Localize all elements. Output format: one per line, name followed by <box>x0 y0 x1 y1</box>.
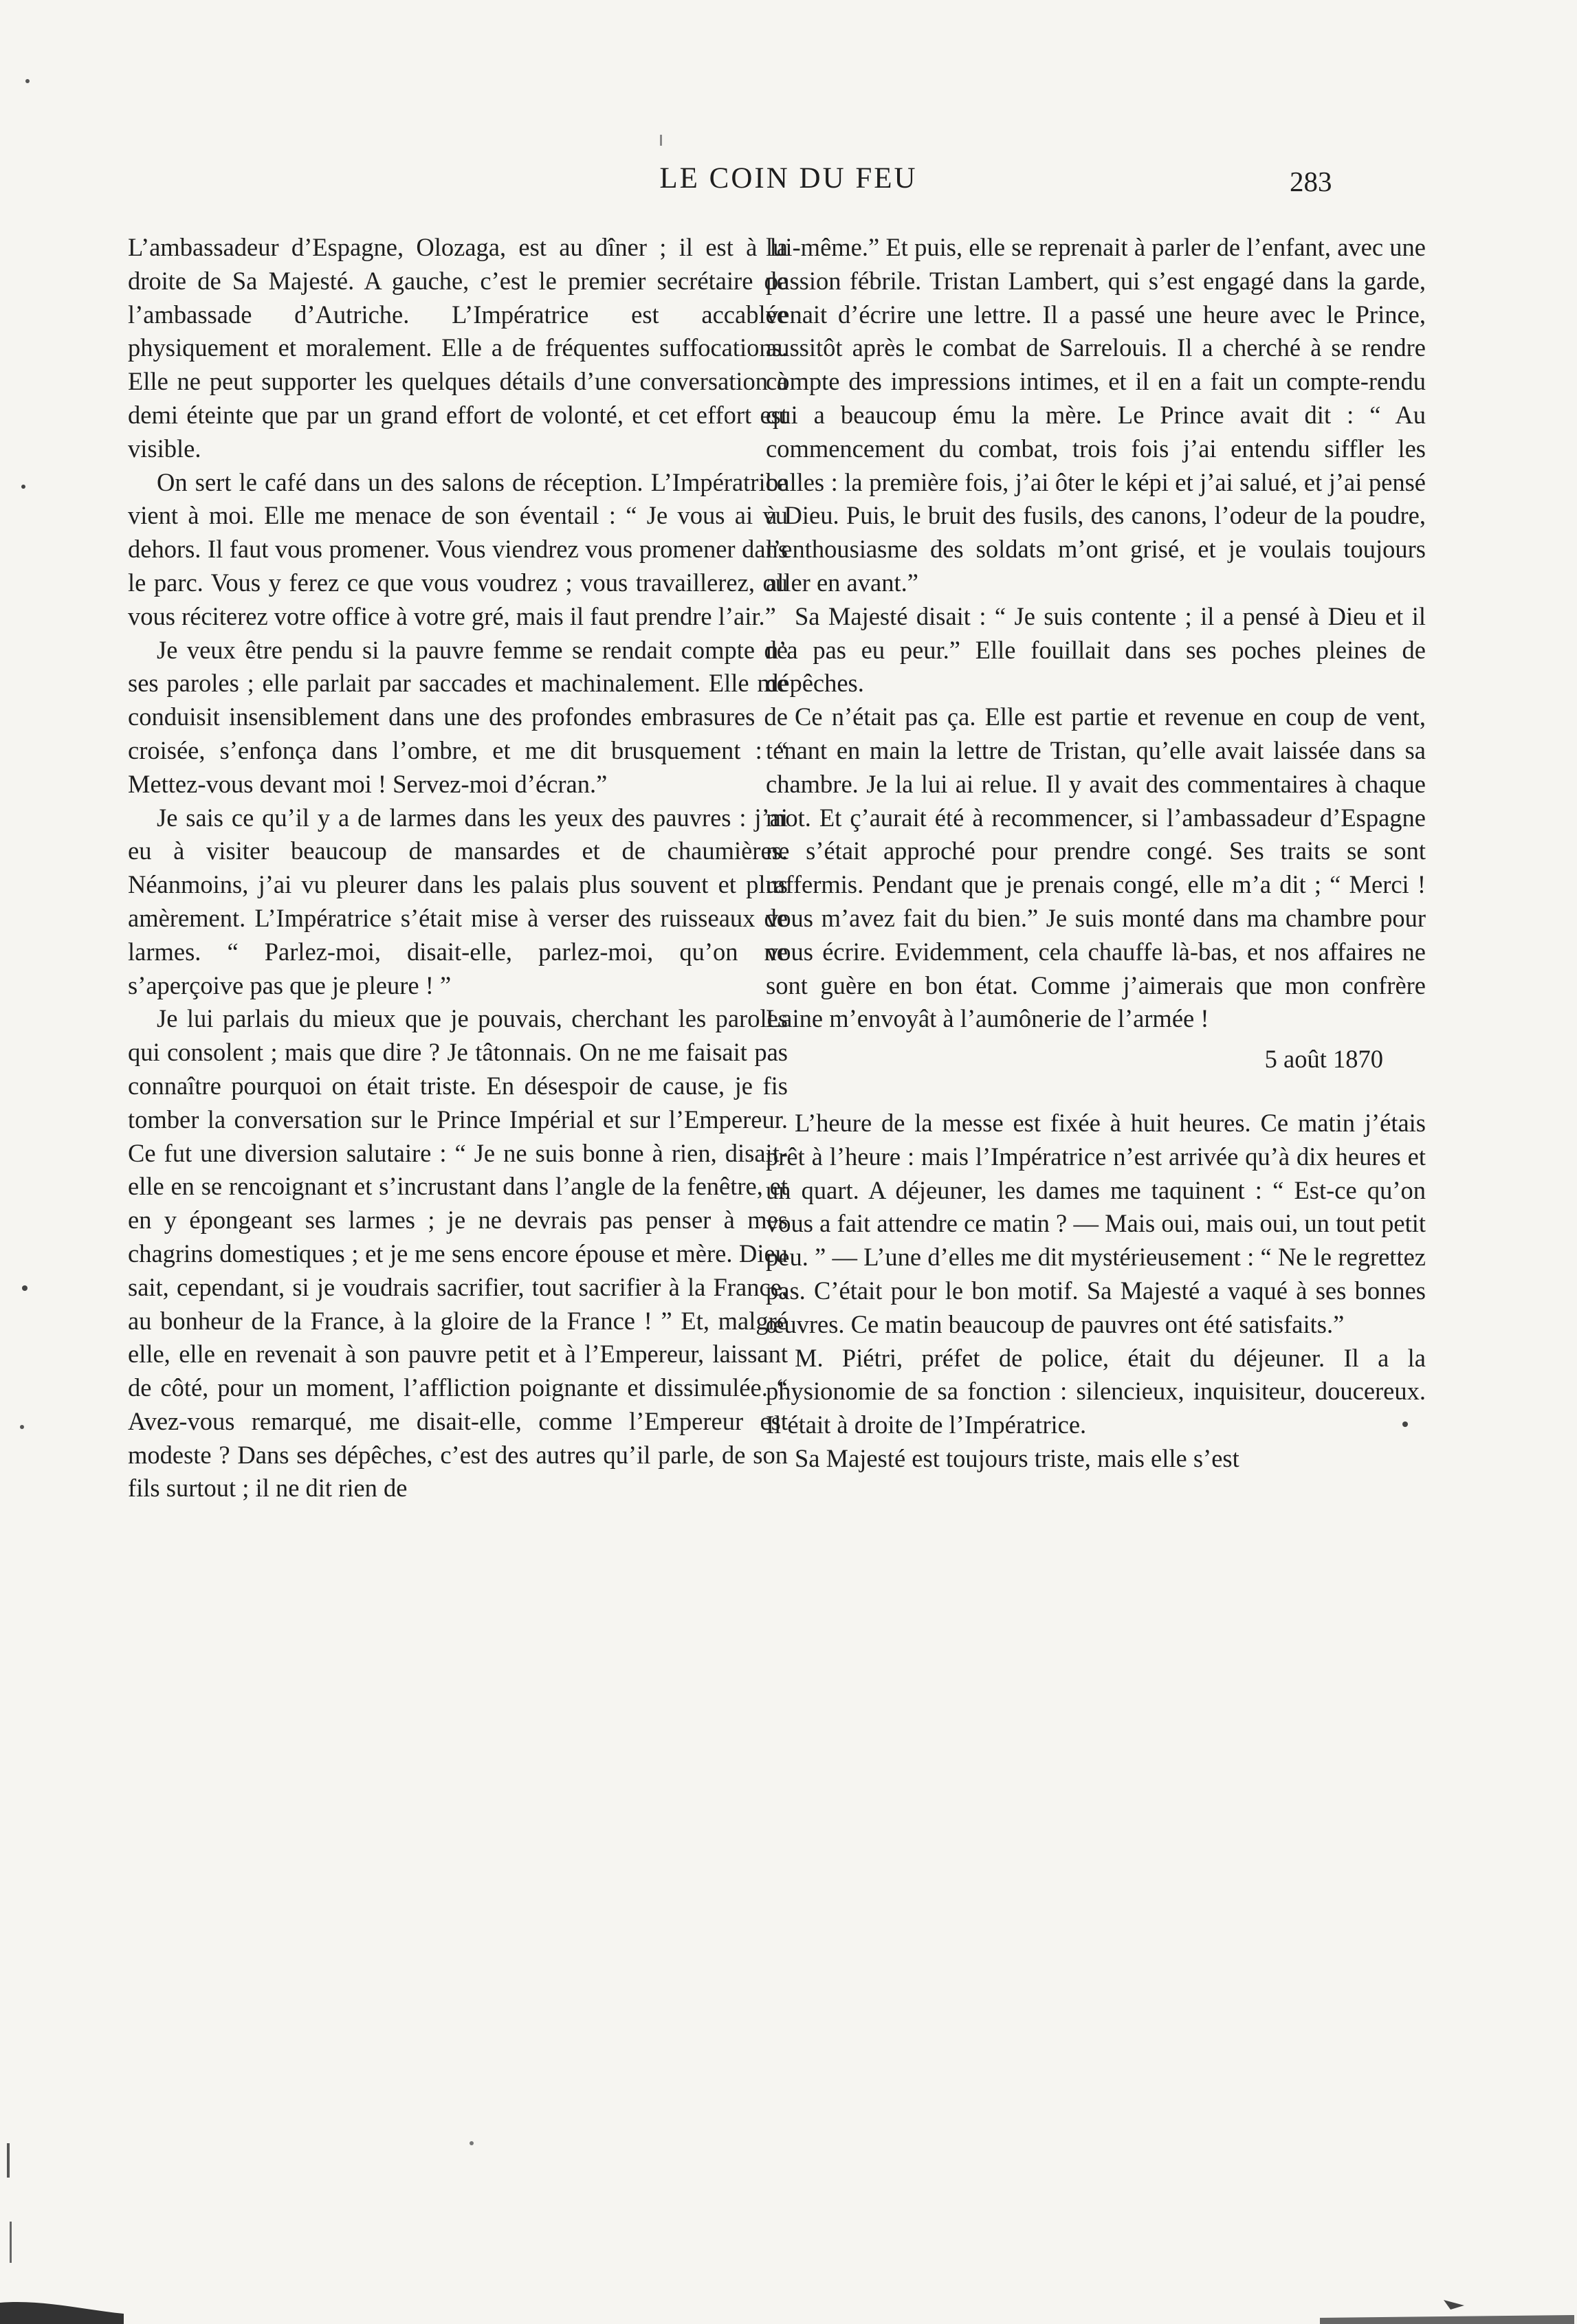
paragraph: M. Piétri, préfet de police, était du déjeuner. Il a la physionomie de sa fonction : silencieux, inquisiteur, doucereux. Il était à droite de l’Impératrice. <box>766 1343 1426 1439</box>
paragraph: Je lui parlais du mieux que je pouvais, cherchant les paroles qui consolent ; mais que dire ? Je tâtonnais. On ne me faisait pas connaître pourquoi on était triste. En désespoir de cause, je fis tomber la conversation sur le Prince Impérial et sur l’Empereur. Ce fut une diversion salutaire : “ Je ne suis bonne à rien, disait-elle en se rencoignant et s’incrustant dans l’angle de la fenêtre, et en y épongeant ses larmes ; je ne devrais pas penser à mes chagrins domestiques ; et je me sens encore épouse et mère. Dieu sait, cependant, si je voudrais sacrifier, tout sacrifier à la France, au bonheur de la France, à la gloire de la France ! ” Et, malgré elle, elle en revenait à son pauvre petit et à l’Empereur, laissant de côté, pour un moment, l’affliction poignante et dissimulée. “ Avez-vous remarqué, me disait-elle, comme l’Empereur est modeste ? Dans ses dépêches, c’est des autres qu’il parle, de son fils surtout ; il ne dit rien de <box>128 1004 788 1503</box>
paragraph: Sa Majesté est toujours triste, mais elle s’est <box>795 1443 1239 1472</box>
right-column <box>766 231 1426 1476</box>
paragraph: Je veux être pendu si la pauvre femme se rendait compte de ses paroles ; elle parlait par saccades et machinalement. Elle me conduisit insensiblement dans une des profondes embrasures de croisée, s’enfonça dans l’ombre, et me dit brusquement : “ Mettez-vous devant moi ! Servez-moi d’écran.” <box>128 635 788 798</box>
paragraph: Je sais ce qu’il y a de larmes dans les yeux des pauvres : j’ai eu à visiter beaucoup de mansardes et de chaumières. Néanmoins, j’ai vu pleurer dans les palais plus souvent et plus amèrement. L’Impératrice s’était mise à verser des ruisseaux de larmes. “ Parlez-moi, disait-elle, parlez-moi, qu’on ne s’aperçoive pas que je pleure ! ” <box>128 803 788 999</box>
paragraph: Ce n’était pas ça. Elle est partie et revenue en coup de vent, tenant en main la lettre de Tristan, qu’elle avait laissée dans sa chambre. Je la lui ai relue. Il y avait des commentaires à chaque mot. Et ç’aurait été à recommencer, si l’ambassadeur d’Espagne ne s’était approché pour prendre congé. Ses traits se sont raffermis. Pendant que je prenais congé, elle m’a dit ; “ Merci ! vous m’avez fait du bien.” Je suis monté dans ma chambre pour vous écrire. Evidemment, cela chauffe là-bas, et nos affaires ne sont guère en bon état. Comme j’aimerais que mon confrère Laine m’envoyât à l’aumônerie de l’armée ! <box>766 702 1426 1033</box>
paragraph: L’heure de la messe est fixée à huit heures. Ce matin j’étais prêt à l’heure : mais l’Impératrice n’est arrivée qu’à dix heures et un quart. A déjeuner, les dames me taquinent : “ Est-ce qu’on vous a fait attendre ce matin ? — Mais oui, mais oui, un tout petit peu. ” — L’une d’elles me dit mystérieusement : “ Ne le regrettez pas. C’était pour le bon motif. Sa Majesté a vaqué à ses bonnes œuvres. Ce matin beaucoup de pauvres ont été satisfaits.” <box>766 1108 1426 1338</box>
paragraph: L’ambassadeur d’Espagne, Olozaga, est au dîner ; il est à la droite de Sa Majesté. A gauche, c’est le premier secrétaire de l’ambassade d’Autriche. L’Impératrice est accablée physiquement et moralement. Elle a de fréquentes suffocations. Elle ne peut supporter les quelques détails d’une conversation à demi éteinte que par un grand effort de volonté, et cet effort est visible. <box>128 233 788 463</box>
paragraph: lui-même.” Et puis, elle se reprenait à parler de l’enfant, avec une passion fébrile. Tristan Lambert, qui s’est engagé dans la garde, venait d’écrire une lettre. Il a passé une heure avec le Prince, aussitôt après le combat de Sarrelouis. Il a cherché à se rendre compte des impressions intimes, et il en a fait un compte-rendu qui a beaucoup ému la mère. Le Prince avait dit : “ Au commencement du combat, trois fois j’ai entendu siffler les balles : la première fois, j’ai ôter le képi et j’ai salué, et j’ai pensé à Dieu. Puis, le bruit des fusils, des canons, l’odeur de la poudre, l’enthousiasme des soldats m’ont grisé, et je voulais toujours aller en avant.” <box>766 233 1426 597</box>
dateline: 5 août 1870 <box>1264 1045 1383 1074</box>
running-head-title: LE COIN DU FEU <box>659 162 918 195</box>
left-column <box>128 231 788 1505</box>
paragraph: On sert le café dans un des salons de réception. L’Impératrice vient à moi. Elle me menace de son éventail : “ Je vous ai vu dehors. Il faut vous promener. Vous viendrez vous promener dans le parc. Vous y ferez ce que vous voudrez ; vous travaillerez, ou vous réciterez votre office à votre gré, mais il faut prendre l’air.” <box>128 467 788 630</box>
paragraph: Sa Majesté disait : “ Je suis contente ; il a pensé à Dieu et il n’a pas eu peur.” Elle fouillait dans ses poches pleines de dépêches. <box>766 601 1426 698</box>
page-number: 283 <box>1290 166 1332 197</box>
